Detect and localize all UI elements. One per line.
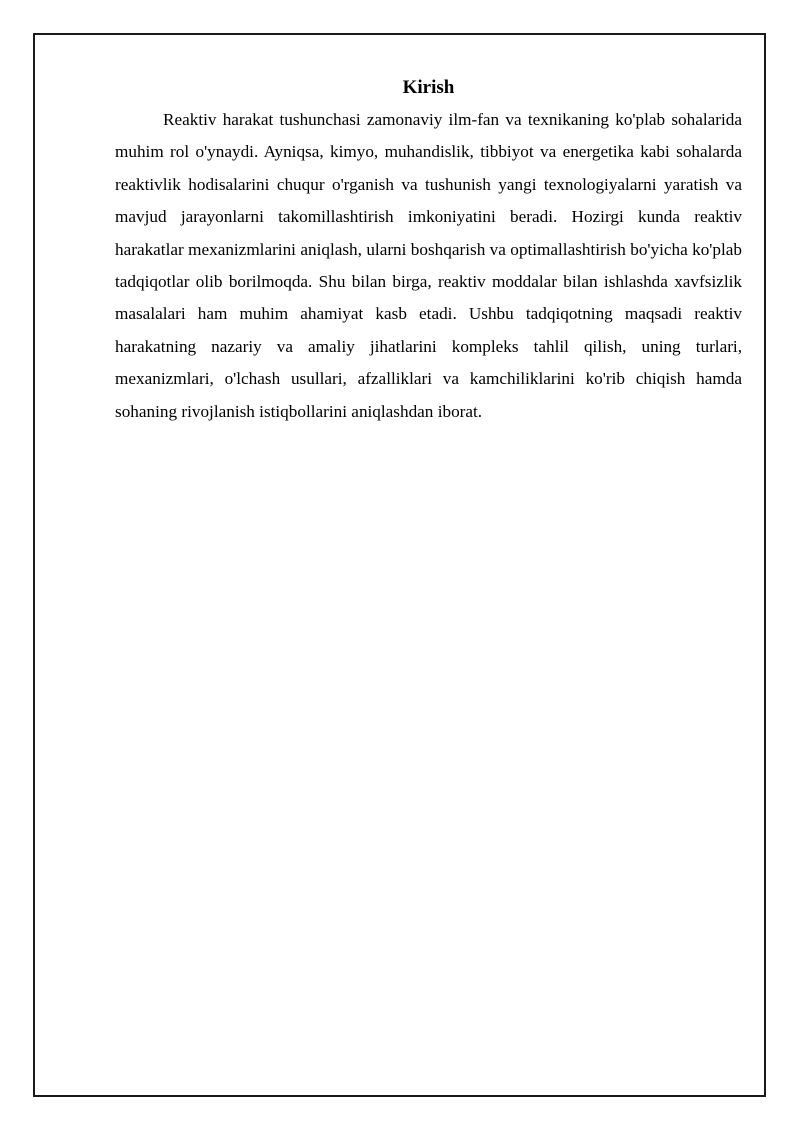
document-title: Kirish <box>402 77 455 98</box>
document-body <box>115 76 742 428</box>
introduction-paragraph: Reaktiv harakat tushunchasi zamonaviy ilm-fan va texnikaning ko'plab sohalarida muhim rol o'ynaydi. Ayniqsa, kimyo, muhandislik, tibbiyot va energetika kabi sohalarda reaktivlik hodisalarini chuqur o'rganish va tushunish yangi texnologiyalarni yaratish va mavjud jarayonlarni takomillashtirish imkoniyatini beradi. Hozirgi kunda reaktiv harakatlar mexanizmlarini aniqlash, ularni boshqarish va optimallashtirish bo'yicha ko'plab tadqiqotlar olib borilmoqda. Shu bilan birga, reaktiv moddalar bilan ishlashda xavfsizlik masalalari ham muhim ahamiyat kasb etadi. Ushbu tadqiqotning maqsadi reaktiv harakatning nazariy va amaliy jihatlarini kompleks tahlil qilish, uning turlari, mexanizmlari, o'lchash usullari, afzalliklari va kamchiliklarini ko'rib chiqish hamda sohaning rivojlanish istiqbollarini aniqlashdan iborat. <box>115 110 742 421</box>
